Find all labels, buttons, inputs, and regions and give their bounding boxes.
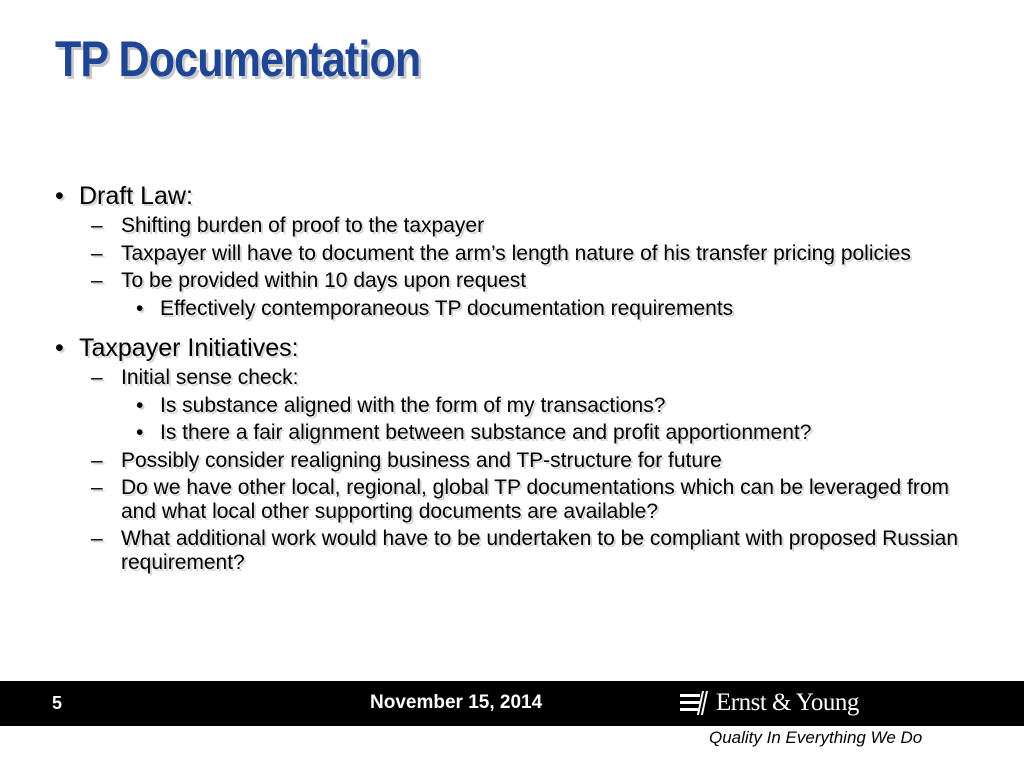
sub-sub-bullet-item <box>55 394 975 418</box>
dash-marker: – <box>91 448 103 472</box>
dash-marker: – <box>91 241 103 265</box>
sub-bullet-item <box>55 242 975 266</box>
sub-bullet-item <box>55 527 975 574</box>
bullet-text: Taxpayer Initiatives: <box>79 334 299 363</box>
footer-date: November 15, 2014 <box>370 692 543 713</box>
sub-bullet-item <box>55 366 975 390</box>
bullet-marker: • <box>136 296 144 320</box>
sub-bullet-text: Taxpayer will have to document the arm’s length nature of his transfer pricing policies <box>121 241 911 265</box>
dash-marker: – <box>91 269 103 293</box>
bullet-marker: • <box>136 393 144 417</box>
dash-marker: – <box>91 527 103 551</box>
slide-title: TP Documentation <box>55 31 421 87</box>
sub-bullet-item <box>55 449 975 473</box>
dash-marker: – <box>91 366 103 390</box>
logo-text: Ernst & Young <box>716 689 859 716</box>
dash-marker: – <box>91 476 103 500</box>
sub-bullet-text: Initial sense check: <box>121 366 299 390</box>
sub-sub-bullet-text: Effectively contemporaneous TP documentation requirements <box>160 296 734 320</box>
sub-bullet-text: To be provided within 10 days upon request <box>121 269 527 293</box>
sub-bullet-item <box>55 214 975 238</box>
tagline: Quality In Everything We Do <box>709 728 923 747</box>
company-logo <box>678 687 859 719</box>
sub-sub-bullet-text: Is substance aligned with the form of my transactions? <box>160 393 666 417</box>
sub-sub-bullet-text: Is there a fair alignment between substance and profit apportionment? <box>160 421 812 445</box>
dash-marker: – <box>91 214 103 237</box>
bullet-marker: • <box>55 182 64 210</box>
bullet-marker: • <box>136 421 144 445</box>
page-number: 5 <box>52 693 63 713</box>
footer-bar <box>0 681 1024 726</box>
bullet-item-draft-law <box>55 182 975 210</box>
sub-bullet-text: What additional work would have to be undertaken to be compliant with proposed Russian requirement? <box>121 527 958 574</box>
bullet-list <box>55 182 975 574</box>
sub-bullet-item <box>55 476 975 523</box>
sub-sub-bullet-item <box>55 421 975 445</box>
sub-bullet-text: Shifting burden of proof to the taxpayer <box>121 214 485 237</box>
sub-bullet-text: Possibly consider realigning business and TP-structure for future <box>121 448 722 472</box>
sub-sub-bullet-item <box>55 297 975 321</box>
bullet-marker: • <box>55 334 64 363</box>
bullet-text: Draft Law: <box>79 182 193 210</box>
sub-bullet-item <box>55 269 975 293</box>
bullet-item-taxpayer-initiatives <box>55 334 975 362</box>
ernst-young-logo-mark-icon <box>678 691 708 715</box>
sub-bullet-text: Do we have other local, regional, global TP documentations which can be leveraged from and what local other supporting documents are available? <box>121 476 950 523</box>
